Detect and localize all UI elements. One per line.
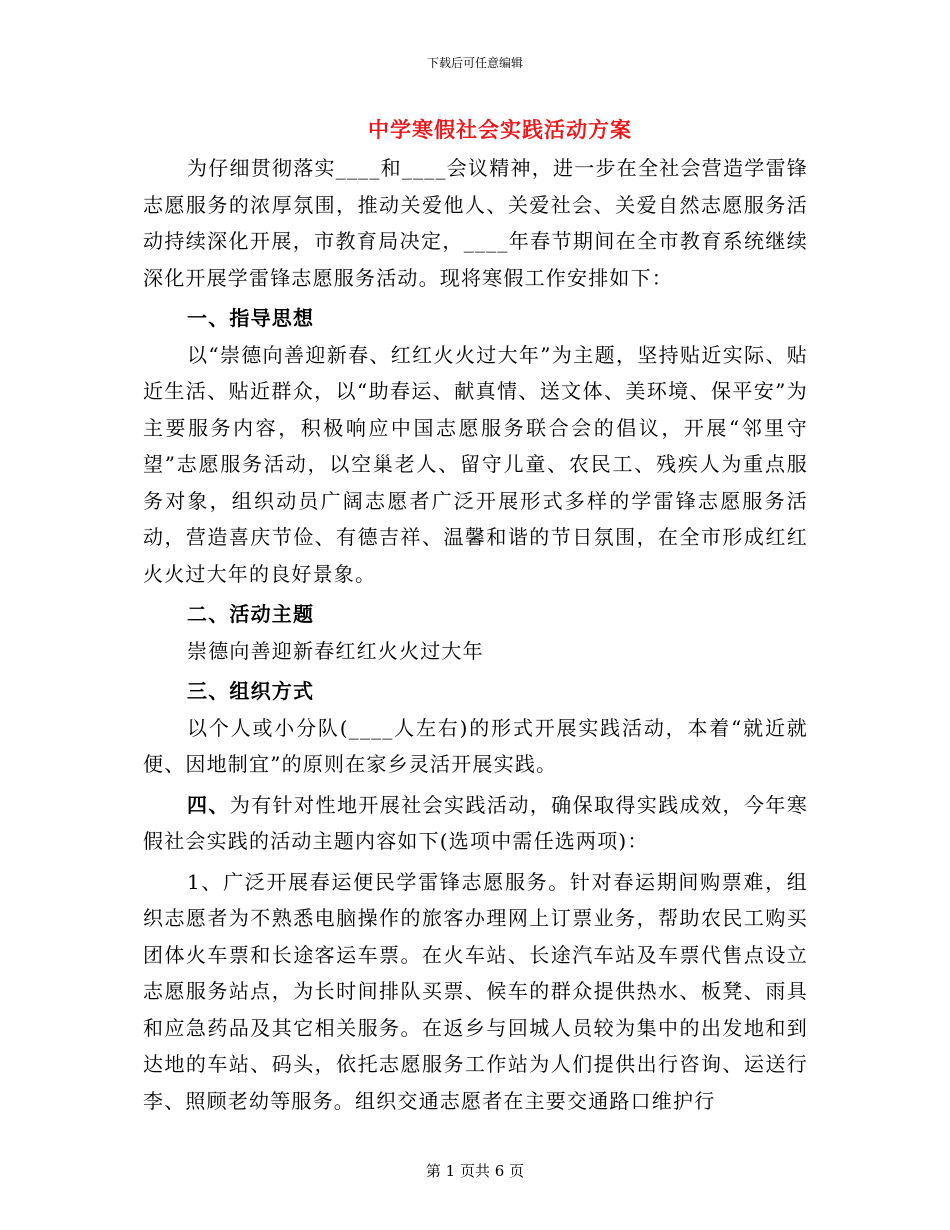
section-body-organization: 以个人或小分队(____人左右)的形式开展实践活动，本着“就近就便、因地制宜”的原则在家乡灵活开展实践。: [143, 715, 808, 776]
section-body-guiding-ideology: 以“崇德向善迎新春、红红火火过大年”为主题，坚持贴近实际、贴近生活、贴近群众，以“助春运、献真情、送文体、美环境、保平安”为主要服务内容，积极响应中国志愿服务联合会的倡议，开展“邻里守望”志愿服务活动，以空巢老人、留守儿童、农民工、残疾人为重点服务对象，组织动员广阔志愿者广泛开展形式多样的学雷锋志愿服务活动，营造喜庆节俭、有德吉祥、温馨和谐的节日氛围，在全市形成红红火火过大年的良好景象。: [143, 342, 808, 586]
section-body-activity-theme: 崇德向善迎新春红红火火过大年: [187, 638, 484, 663]
header-note: 下载后可任意编辑: [426, 56, 523, 70]
page-footer: 第 1 页共 6 页: [425, 1162, 525, 1180]
list-item-1: 1、广泛开展春运便民学雷锋志愿服务。针对春运期间购票难，组织志愿者为不熟悉电脑操作的旅客办理网上订票业务，帮助农民工购买团体火车票和长途客运车票。在火车站、长途汽车站及车票代售点设立志愿服务站点，为长时间排队买票、候车的群众提供热水、板凳、雨具和应急药品及其它相关服务。在返乡与回城人员较为集中的出发地和到达地的车站、码头，依托志愿服务工作站为人们提供出行咨询、运送行李、照顾老幼等服务。组织交通志愿者在主要交通路口维护行: [143, 869, 808, 1113]
document-body: [143, 150, 808, 1119]
section-paragraph-four: [143, 787, 808, 860]
section-four-body: 为有针对性地开展社会实践活动，确保取得实践成效，今年寒假社会实践的活动主题内容如下(选项中需任选两项)：: [143, 792, 808, 853]
document-title: 中学寒假社会实践活动方案: [368, 117, 632, 142]
section-heading-guiding-ideology: 一、指导思想: [187, 306, 315, 330]
section-heading-activity-theme: 二、活动主题: [187, 602, 315, 626]
intro-paragraph: 为仔细贯彻落实____和____会议精神，进一步在全社会营造学雷锋志愿服务的浓厚氛围，推动关爱他人、关爱社会、关爱自然志愿服务活动持续深化开展，市教育局决定，____年春节期间在全市教育系统继续深化开展学雷锋志愿服务活动。现将寒假工作安排如下：: [143, 156, 808, 290]
section-heading-organization: 三、组织方式: [187, 679, 315, 703]
section-four-lead: 四、: [187, 792, 230, 817]
